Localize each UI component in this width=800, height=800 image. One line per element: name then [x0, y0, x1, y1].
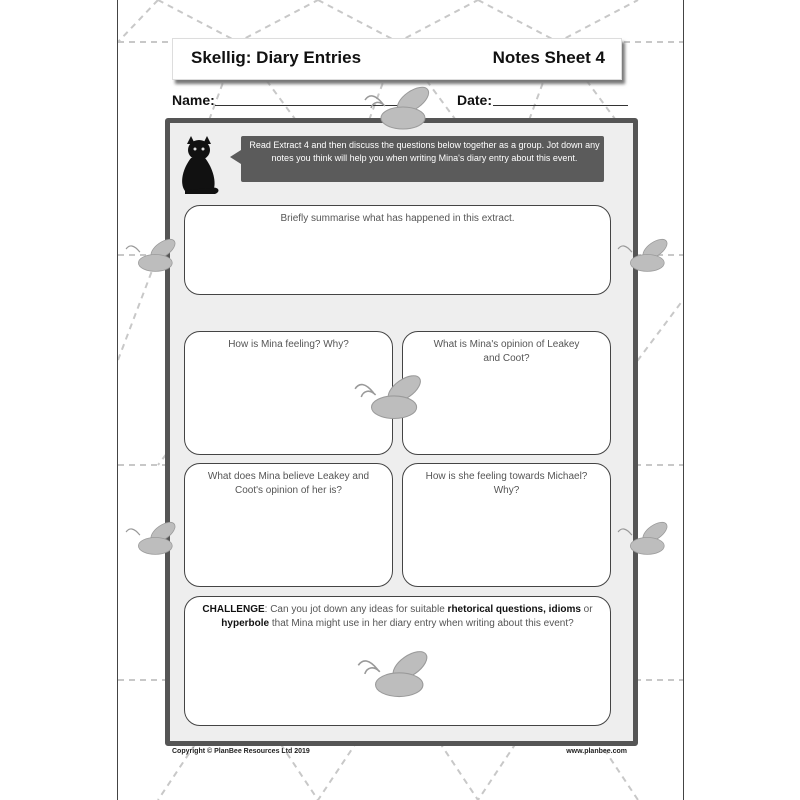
challenge-label: CHALLENGE [202, 604, 265, 615]
skellig-fly-icon-left-1 [123, 235, 183, 277]
belief-notes-box[interactable] [184, 463, 393, 587]
date-field[interactable] [493, 105, 628, 106]
michael-question: How is she feeling towards Michael? Why? [425, 471, 588, 496]
michael-notes-box[interactable] [402, 463, 611, 587]
challenge-text: CHALLENGE: Can you jot down any ideas for suitable rhetorical questions, idioms or hyperbole that Mina might use in her diary entry when writing about this event? [202, 604, 593, 629]
worksheet-title: Skellig: Diary Entries [191, 48, 362, 67]
feeling-question: How is Mina feeling? Why? [228, 339, 349, 350]
copyright-text: Copyright © PlanBee Resources Ltd 2019 [172, 748, 310, 755]
instructions-bubble: Read Extract 4 and then discuss the questions below together as a group. Jot down any notes you think will help you when writing Mina's diary entry about this event. [241, 136, 604, 182]
summary-notes-box[interactable] [184, 205, 611, 295]
opinion-notes-box[interactable] [402, 331, 611, 455]
skellig-fly-icon [361, 84, 439, 134]
belief-question: What does Mina believe Leakey and Coot's opinion of her is? [207, 471, 370, 496]
opinion-question: What is Mina's opinion of Leakey and Coot? [433, 339, 580, 364]
skellig-fly-icon-center [351, 372, 431, 424]
black-cat-icon [173, 128, 223, 196]
speech-bubble-tail [230, 150, 241, 164]
website-link[interactable]: www.planbee.com [566, 748, 627, 755]
skellig-fly-icon-right-1 [615, 235, 675, 277]
skellig-fly-icon-bottom [354, 648, 438, 702]
skellig-fly-icon-right-2 [615, 518, 675, 560]
sheet-label: Notes Sheet 4 [492, 48, 605, 67]
summary-question: Briefly summarise what has happened in this extract. [280, 213, 515, 224]
date-label: Date: [457, 92, 493, 108]
title-banner [172, 38, 622, 80]
name-label: Name: [172, 92, 215, 108]
skellig-fly-icon-left-2 [123, 518, 183, 560]
worksheet-page [117, 0, 684, 800]
